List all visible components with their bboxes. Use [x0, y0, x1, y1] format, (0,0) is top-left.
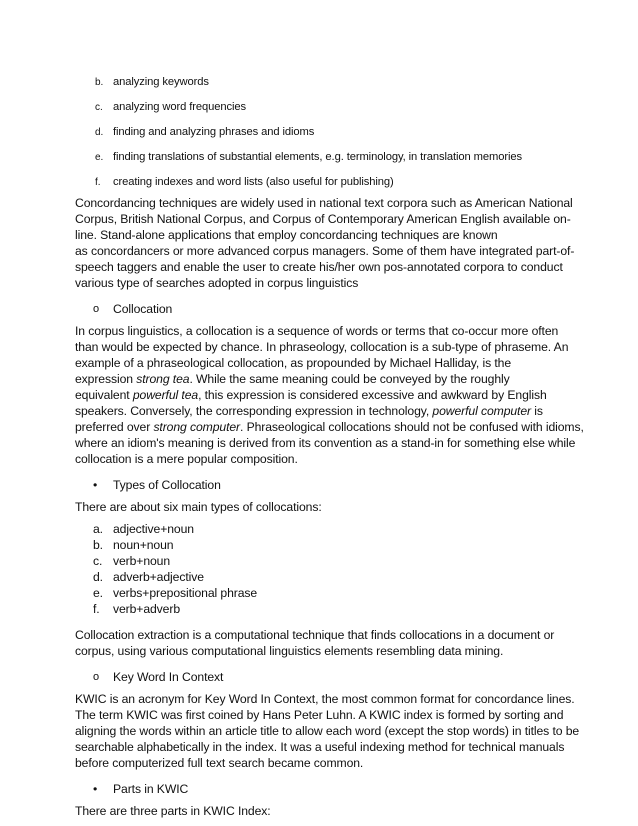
- paragraph-line: KWIC is an acronym for Key Word In Context, the most common format for concordance lines.: [75, 692, 575, 706]
- list-item: adverb+adjective: [113, 570, 204, 584]
- list-marker: d.: [95, 127, 104, 138]
- list-marker: b.: [93, 538, 103, 552]
- list-marker: a.: [93, 522, 103, 536]
- paragraph-line: example of a phraseological collocation, as propounded by Michael Halliday, is the: [75, 356, 512, 370]
- example-term: strong computer: [153, 420, 240, 434]
- list-marker: f.: [93, 602, 100, 616]
- paragraph-line: where an idiom's meaning is derived from its convention as a stand-in for something else while: [75, 436, 576, 450]
- list-item: adjective+noun: [113, 522, 194, 536]
- paragraph-line: collocation is a mere popular composition.: [75, 452, 298, 466]
- list-item: finding translations of substantial elements, e.g. terminology, in translation memories: [113, 151, 522, 163]
- paragraph-line: In corpus linguistics, a collocation is a sequence of words or terms that co-occur more often: [75, 324, 559, 338]
- paragraph-line: Concordancing techniques are widely used in national text corpora such as American National: [75, 196, 573, 210]
- list-marker: b.: [95, 77, 104, 88]
- list-item: creating indexes and word lists (also useful for publishing): [113, 176, 394, 188]
- paragraph-line: aligning the words within an article title to allow each word (except the stop words) in titles to be: [75, 724, 580, 738]
- section-heading-collocation: Collocation: [113, 302, 173, 316]
- list-marker: d.: [93, 570, 103, 584]
- paragraph-line: There are three parts in KWIC Index:: [75, 804, 271, 818]
- paragraph-line: as concordancers or more advanced corpus managers. Some of them have integrated part-of-: [75, 244, 575, 258]
- paragraph-line: searchable alphabetically in the index. It was a useful indexing method for technical manuals: [75, 740, 565, 754]
- list-item: analyzing word frequencies: [113, 101, 246, 113]
- paragraph-line: corpus, using various computational linguistics elements resembling data mining.: [75, 644, 504, 658]
- list-item: noun+noun: [113, 538, 174, 552]
- types-intro: There are about six main types of collocations:: [75, 500, 322, 514]
- paragraph-line: Corpus, British National Corpus, and Corpus of Contemporary American English available on-: [75, 212, 571, 226]
- example-term: powerful tea: [132, 388, 199, 402]
- paragraph-line: speech taggers and enable the user to create his/her own pos-annotated corpora to conduct: [75, 260, 563, 274]
- list-marker: c.: [95, 102, 103, 113]
- paragraph-line: Collocation extraction is a computational technique that finds collocations in a document or: [75, 628, 555, 642]
- list-marker: e.: [95, 152, 104, 163]
- example-term: strong tea: [136, 372, 190, 386]
- list-item: verb+adverb: [113, 602, 180, 616]
- sub-bullet-icon: o: [93, 303, 100, 315]
- paragraph-line: than would be expected by chance. In phraseology, collocation is a sub-type of phraseme. An: [75, 340, 569, 354]
- section-heading-types: Types of Collocation: [113, 478, 221, 492]
- list-item: finding and analyzing phrases and idioms: [113, 126, 315, 138]
- paragraph-line: preferred over strong computer. Phraseological collocations should not be confused with idioms,: [75, 420, 584, 434]
- paragraph-line: line. Stand-alone applications that employ concordancing techniques are known: [75, 228, 498, 242]
- paragraph-line: equivalent powerful tea, this expression is considered excessive and awkward by English: [75, 388, 547, 402]
- bullet-icon: •: [93, 782, 98, 796]
- section-heading-parts: Parts in KWIC: [113, 782, 189, 796]
- paragraph-line: speakers. Conversely, the corresponding expression in technology, powerful computer is: [75, 404, 543, 418]
- paragraph-line: expression strong tea. While the same meaning could be conveyed by the roughly: [75, 372, 510, 386]
- list-item: verb+noun: [113, 554, 171, 568]
- paragraph-line: The term KWIC was first coined by Hans Peter Luhn. A KWIC index is formed by sorting and: [75, 708, 564, 722]
- list-marker: e.: [93, 586, 103, 600]
- list-marker: f.: [95, 177, 101, 188]
- bullet-icon: •: [93, 478, 98, 492]
- paragraph-line: before computerized full text search became common.: [75, 756, 364, 770]
- example-term: powerful computer: [432, 404, 531, 418]
- list-item: verbs+prepositional phrase: [113, 586, 258, 600]
- list-item: analyzing keywords: [113, 76, 209, 88]
- list-marker: c.: [93, 554, 103, 568]
- sub-bullet-icon: o: [93, 671, 100, 683]
- section-heading-kwic: Key Word In Context: [113, 670, 224, 684]
- paragraph-line: various type of searches adopted in corpus linguistics: [75, 276, 359, 290]
